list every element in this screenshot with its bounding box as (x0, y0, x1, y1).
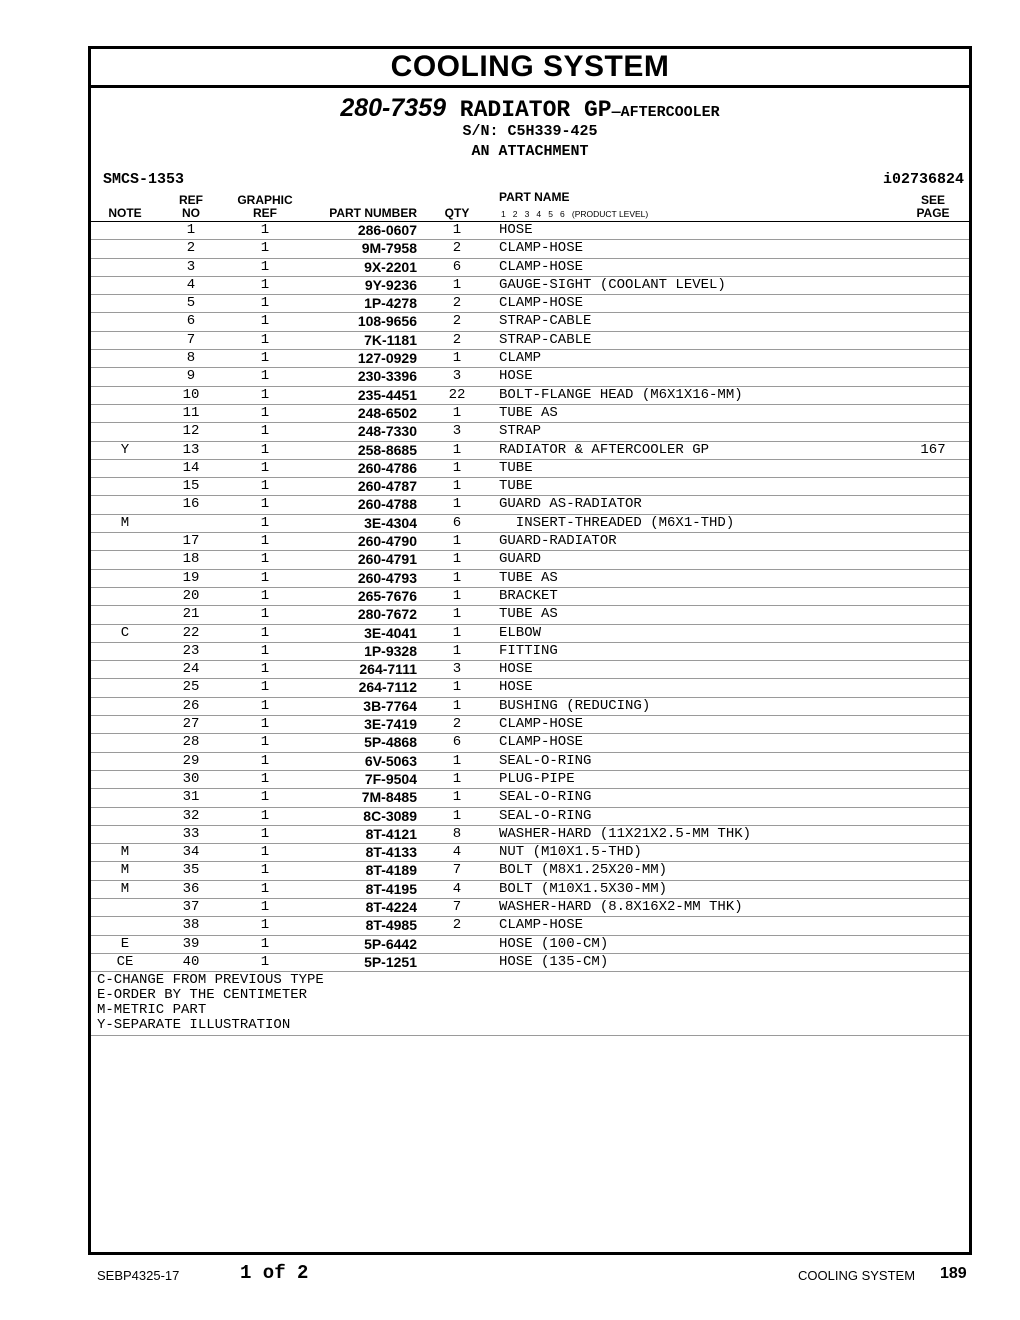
graphic-ref-cell: 1 (260, 276, 270, 293)
part-number-cell: 9Y-9236 (364, 276, 417, 293)
ref-cell: 4 (186, 276, 196, 293)
part-name-cell: STRAP (499, 423, 542, 440)
table-row (91, 826, 969, 844)
ref-cell: 34 (182, 844, 200, 861)
qty-cell: 1 (452, 587, 462, 604)
qty-cell: 7 (452, 898, 462, 915)
table-row (91, 533, 969, 551)
graphic-ref-cell: 1 (260, 386, 270, 403)
qty-cell: 1 (452, 404, 462, 421)
part-number-cell: 8T-4121 (365, 825, 417, 842)
table-row (91, 515, 969, 533)
part-name-cell: BUSHING (REDUCING) (499, 697, 651, 714)
ref-cell: 29 (182, 752, 200, 769)
ref-cell: 11 (182, 404, 200, 421)
part-number-cell: 7K-1181 (364, 331, 417, 348)
part-number-cell: 248-6502 (357, 404, 417, 421)
group-subtitle: —AFTERCOOLER (611, 104, 720, 121)
ref-cell: 1 (186, 222, 196, 238)
attachment-label: AN ATTACHMENT (471, 143, 589, 160)
part-number-cell: 286-0607 (357, 222, 417, 238)
qty-cell: 3 (452, 661, 462, 678)
qty-cell: 4 (452, 844, 462, 861)
graphic-ref-cell: 1 (260, 953, 270, 970)
part-number-cell: 8T-4189 (365, 862, 417, 879)
graphic-ref-cell: 1 (260, 862, 270, 879)
qty-cell: 1 (452, 222, 462, 238)
ref-cell: 15 (182, 478, 200, 495)
illustration-id: i02736824 (882, 171, 964, 188)
table-row (91, 350, 969, 368)
ref-cell: 36 (182, 880, 200, 897)
part-name-cell: STRAP-CABLE (499, 331, 592, 348)
table-row (91, 551, 969, 569)
col-ref-bottom: NO (182, 206, 200, 220)
table-row (91, 606, 969, 624)
part-name-cell: CLAMP (499, 350, 542, 367)
part-name-cell: BOLT (M10X1.5X30-MM) (499, 880, 668, 897)
qty-cell: 1 (452, 459, 462, 476)
qty-cell: 3 (452, 368, 462, 385)
qty-cell: 1 (452, 569, 462, 586)
qty-cell: 1 (452, 679, 462, 696)
table-row (91, 588, 969, 606)
graphic-ref-cell: 1 (260, 624, 270, 641)
part-number-cell: 258-8685 (357, 441, 417, 458)
part-number-cell: 5P-1251 (364, 953, 417, 970)
part-number-cell: 264-7111 (359, 661, 417, 678)
graphic-ref-cell: 1 (260, 496, 270, 513)
table-row (91, 899, 969, 917)
col-qty: QTY (444, 206, 470, 220)
qty-cell: 2 (452, 295, 462, 312)
smcs-code: SMCS-1353 (103, 171, 185, 188)
publication-number: SEBP4325-17 (97, 1268, 180, 1283)
qty-cell: 2 (452, 917, 462, 934)
part-number-cell: 7M-8485 (361, 789, 417, 806)
ref-cell: 9 (186, 368, 196, 385)
graphic-ref-cell: 1 (260, 222, 270, 238)
table-row (91, 808, 969, 826)
part-name-cell: SEAL-O-RING (499, 752, 592, 769)
part-name-cell: NUT (M10X1.5-THD) (499, 844, 642, 861)
qty-cell: 1 (452, 642, 462, 659)
qty-cell: 1 (452, 350, 462, 367)
part-number-cell: 260-4786 (357, 459, 417, 476)
ref-cell: 30 (182, 770, 200, 787)
ref-cell: 6 (186, 313, 196, 330)
table-row (91, 332, 969, 350)
part-name-cell: HOSE (499, 368, 533, 385)
qty-cell: 1 (452, 770, 462, 787)
graphic-ref-cell: 1 (260, 331, 270, 348)
part-number-cell: 264-7112 (358, 679, 417, 696)
part-number-cell: 8T-4224 (365, 898, 417, 915)
part-name-cell: HOSE (499, 222, 533, 238)
table-row (91, 405, 969, 423)
table-row (91, 661, 969, 679)
graphic-ref-cell: 1 (260, 789, 270, 806)
part-name-cell: CLAMP-HOSE (499, 240, 584, 257)
code-row (91, 169, 969, 191)
ref-cell: 20 (182, 587, 200, 604)
table-row (91, 368, 969, 386)
table-row (91, 496, 969, 514)
note-line: M-METRIC PART (97, 1002, 207, 1019)
part-number-cell: 8T-4133 (365, 844, 417, 861)
part-name-cell: FITTING (499, 642, 558, 659)
part-number-cell: 7F-9504 (364, 770, 417, 787)
ref-cell: 26 (182, 697, 200, 714)
note-cell: E (120, 935, 130, 952)
table-row (91, 387, 969, 405)
col-part-name: PART NAME (499, 190, 570, 204)
part-name-cell: WASHER-HARD (8.8X16X2-MM THK) (499, 898, 743, 915)
graphic-ref-cell: 1 (260, 551, 270, 568)
part-name-cell: RADIATOR & AFTERCOOLER GP (499, 441, 710, 458)
part-name-cell: GUARD AS-RADIATOR (499, 496, 642, 513)
qty-cell: 1 (452, 533, 462, 550)
col-note: NOTE (108, 206, 142, 220)
ref-cell: 39 (182, 935, 200, 952)
note-line: Y-SEPARATE ILLUSTRATION (97, 1017, 291, 1034)
graphic-ref-cell: 1 (260, 642, 270, 659)
graphic-ref-cell: 1 (260, 404, 270, 421)
table-row (91, 917, 969, 935)
table-row (91, 734, 969, 752)
column-header (91, 191, 969, 222)
see-page-cell: 167 (920, 441, 946, 458)
graphic-ref-cell: 1 (260, 514, 270, 531)
graphic-ref-cell: 1 (260, 825, 270, 842)
ref-cell: 37 (182, 898, 200, 915)
table-row (91, 570, 969, 588)
ref-cell: 21 (182, 606, 200, 623)
graphic-ref-cell: 1 (260, 734, 270, 751)
graphic-ref-cell: 1 (260, 313, 270, 330)
table-row (91, 222, 969, 240)
graphic-ref-cell: 1 (260, 606, 270, 623)
ref-cell: 8 (186, 350, 196, 367)
part-number-cell: 248-7330 (357, 423, 417, 440)
section-title: COOLING SYSTEM (91, 49, 969, 88)
part-name-cell: GAUGE-SIGHT (COOLANT LEVEL) (499, 276, 726, 293)
table-row (91, 881, 969, 899)
part-name-cell: TUBE (499, 478, 533, 495)
graphic-ref-cell: 1 (260, 569, 270, 586)
qty-cell: 1 (452, 789, 462, 806)
part-number-cell: 6V-5063 (364, 752, 417, 769)
table-row (91, 753, 969, 771)
col-see-top: SEE (920, 193, 945, 207)
part-name-cell: SEAL-O-RING (499, 807, 592, 824)
ref-cell: 31 (182, 789, 200, 806)
ref-cell: 2 (186, 240, 196, 257)
part-name-cell: HOSE (135-CM) (499, 953, 609, 970)
table-row (91, 954, 969, 972)
parts-page-frame (88, 46, 972, 1255)
part-name-cell: SEAL-O-RING (499, 789, 592, 806)
page-count: 1 of 2 (240, 1262, 309, 1284)
parts-list (91, 222, 969, 972)
graphic-ref-cell: 1 (260, 770, 270, 787)
part-name-cell: CLAMP-HOSE (499, 295, 584, 312)
part-name-cell: HOSE (499, 679, 533, 696)
part-name-cell: INSERT-THREADED (M6X1-THD) (499, 514, 735, 531)
qty-cell: 1 (452, 496, 462, 513)
table-row (91, 716, 969, 734)
part-number-cell: 1P-4278 (364, 295, 417, 312)
part-name-cell: WASHER-HARD (11X21X2.5-MM THK) (499, 825, 752, 842)
ref-cell: 5 (186, 295, 196, 312)
part-number-cell: 260-4787 (357, 478, 417, 495)
part-name-cell: GUARD (499, 551, 542, 568)
graphic-ref-cell: 1 (260, 423, 270, 440)
page-number: 189 (940, 1265, 967, 1282)
graphic-ref-cell: 1 (260, 898, 270, 915)
part-number-cell: 5P-6442 (364, 935, 417, 952)
graphic-ref-cell: 1 (260, 459, 270, 476)
note-cell: M (120, 844, 130, 861)
table-row (91, 771, 969, 789)
part-name-cell: BRACKET (499, 587, 558, 604)
graphic-ref-cell: 1 (260, 935, 270, 952)
part-number-cell: 3E-4304 (364, 514, 417, 531)
qty-cell: 1 (452, 478, 462, 495)
graphic-ref-cell: 1 (260, 697, 270, 714)
ref-cell: 22 (182, 624, 200, 641)
part-name-cell: BOLT (M8X1.25X20-MM) (499, 862, 668, 879)
qty-cell: 1 (452, 807, 462, 824)
col-part-number: PART NUMBER (329, 206, 417, 220)
part-name-cell: CLAMP-HOSE (499, 716, 584, 733)
ref-cell: 3 (186, 258, 196, 275)
part-name-cell: TUBE AS (499, 569, 558, 586)
part-name-cell: TUBE AS (499, 404, 558, 421)
table-row (91, 240, 969, 258)
qty-cell: 1 (452, 624, 462, 641)
ref-cell: 16 (182, 496, 200, 513)
qty-cell: 6 (452, 258, 462, 275)
ref-cell: 24 (182, 661, 200, 678)
ref-cell: 38 (182, 917, 200, 934)
note-cell: M (120, 880, 130, 897)
note-line: E-ORDER BY THE CENTIMETER (97, 987, 308, 1004)
part-name-cell: CLAMP-HOSE (499, 258, 584, 275)
ref-cell: 35 (182, 862, 200, 879)
graphic-ref-cell: 1 (260, 240, 270, 257)
part-number-cell: 260-4793 (357, 569, 417, 586)
table-row (91, 862, 969, 880)
qty-cell: 1 (452, 276, 462, 293)
part-number-cell: 230-3396 (357, 368, 417, 385)
part-number-cell: 3E-4041 (364, 624, 417, 641)
graphic-ref-cell: 1 (260, 807, 270, 824)
part-number-cell: 235-4451 (357, 386, 417, 403)
table-row (91, 277, 969, 295)
table-row (91, 423, 969, 441)
page-footer (0, 1262, 1020, 1292)
ref-cell: 10 (182, 386, 200, 403)
ref-cell: 12 (182, 423, 200, 440)
table-row (91, 625, 969, 643)
part-number-cell: 5P-4868 (364, 734, 417, 751)
table-row (91, 679, 969, 697)
graphic-ref-cell: 1 (260, 441, 270, 458)
ref-cell: 27 (182, 716, 200, 733)
part-number-cell: 260-4788 (357, 496, 417, 513)
table-row (91, 698, 969, 716)
note-cell: CE (116, 953, 134, 970)
ref-cell: 28 (182, 734, 200, 751)
part-number-cell: 108-9656 (357, 313, 417, 330)
part-name-cell: TUBE (499, 459, 533, 476)
col-ref-top: REF (179, 193, 203, 207)
qty-cell: 1 (452, 697, 462, 714)
col-graphic-top: GRAPHIC (237, 193, 293, 207)
table-row (91, 259, 969, 277)
footer-section-title: COOLING SYSTEM (798, 1268, 916, 1283)
qty-cell: 1 (452, 441, 462, 458)
qty-cell: 8 (452, 825, 462, 842)
qty-cell: 22 (448, 386, 466, 403)
part-number-cell: 3B-7764 (363, 697, 417, 714)
part-name-cell: STRAP-CABLE (499, 313, 592, 330)
graphic-ref-cell: 1 (260, 350, 270, 367)
graphic-ref-cell: 1 (260, 478, 270, 495)
group-title (91, 94, 969, 122)
part-name-cell: HOSE (100-CM) (499, 935, 609, 952)
ref-cell: 40 (182, 953, 200, 970)
part-number-cell: 260-4790 (357, 533, 417, 550)
table-row (91, 460, 969, 478)
graphic-ref-cell: 1 (260, 917, 270, 934)
graphic-ref-cell: 1 (260, 752, 270, 769)
part-number-cell: 8T-4985 (365, 917, 417, 934)
group-part-number: 280-7359 (340, 94, 446, 122)
graphic-ref-cell: 1 (260, 533, 270, 550)
part-number-cell: 8C-3089 (363, 807, 417, 824)
part-name-cell: GUARD-RADIATOR (499, 533, 617, 550)
part-number-cell: 1P-9328 (364, 642, 417, 659)
graphic-ref-cell: 1 (260, 679, 270, 696)
graphic-ref-cell: 1 (260, 258, 270, 275)
table-row (91, 936, 969, 954)
qty-cell: 2 (452, 716, 462, 733)
table-row (91, 789, 969, 807)
qty-cell: 3 (452, 423, 462, 440)
part-name-cell: CLAMP-HOSE (499, 734, 584, 751)
qty-cell: 4 (452, 880, 462, 897)
col-product-levels: 1 2 3 4 5 6 (PRODUCT LEVEL) (501, 209, 649, 219)
note-line: C-CHANGE FROM PREVIOUS TYPE (97, 972, 324, 989)
qty-cell: 6 (452, 514, 462, 531)
ref-cell: 13 (182, 441, 200, 458)
group-name: RADIATOR GP (445, 97, 612, 123)
table-row (91, 844, 969, 862)
ref-cell: 19 (182, 569, 200, 586)
graphic-ref-cell: 1 (260, 295, 270, 312)
graphic-ref-cell: 1 (260, 716, 270, 733)
graphic-ref-cell: 1 (260, 844, 270, 861)
note-cell: C (120, 624, 130, 641)
notes-legend (91, 972, 969, 1036)
qty-cell: 1 (452, 606, 462, 623)
note-cell: M (120, 514, 130, 531)
col-see-bottom: PAGE (916, 206, 950, 220)
ref-cell: 25 (182, 679, 200, 696)
ref-cell: 23 (182, 642, 200, 659)
graphic-ref-cell: 1 (260, 368, 270, 385)
graphic-ref-cell: 1 (260, 587, 270, 604)
qty-cell: 1 (452, 752, 462, 769)
part-name-cell: CLAMP-HOSE (499, 917, 584, 934)
part-number-cell: 8T-4195 (365, 880, 417, 897)
note-cell: Y (120, 441, 130, 458)
part-name-cell: BOLT-FLANGE HEAD (M6X1X16-MM) (499, 386, 743, 403)
ref-cell: 18 (182, 551, 200, 568)
table-row (91, 313, 969, 331)
part-number-cell: 127-0929 (357, 350, 417, 367)
graphic-ref-cell: 1 (260, 661, 270, 678)
qty-cell: 7 (452, 862, 462, 879)
col-graphic-bottom: REF (253, 206, 277, 220)
table-row (91, 442, 969, 460)
ref-cell: 33 (182, 825, 200, 842)
part-number-cell: 280-7672 (357, 606, 417, 623)
part-name-cell: ELBOW (499, 624, 542, 641)
table-row (91, 478, 969, 496)
graphic-ref-cell: 1 (260, 880, 270, 897)
note-cell: M (120, 862, 130, 879)
qty-cell: 2 (452, 313, 462, 330)
part-name-cell: PLUG-PIPE (499, 770, 575, 787)
serial-number: S/N: C5H339-425 (462, 123, 598, 140)
part-name-cell: TUBE AS (499, 606, 558, 623)
table-row (91, 643, 969, 661)
part-number-cell: 9M-7958 (361, 240, 417, 257)
qty-cell: 6 (452, 734, 462, 751)
ref-cell: 7 (186, 331, 196, 348)
table-row (91, 295, 969, 313)
part-name-cell: HOSE (499, 661, 533, 678)
part-number-cell: 9X-2201 (364, 258, 417, 275)
ref-cell: 32 (182, 807, 200, 824)
qty-cell: 2 (452, 240, 462, 257)
qty-cell: 1 (452, 551, 462, 568)
ref-cell: 17 (182, 533, 200, 550)
qty-cell: 2 (452, 331, 462, 348)
part-number-cell: 265-7676 (357, 587, 417, 604)
part-number-cell: 3E-7419 (364, 716, 417, 733)
part-number-cell: 260-4791 (357, 551, 417, 568)
ref-cell: 14 (182, 459, 200, 476)
